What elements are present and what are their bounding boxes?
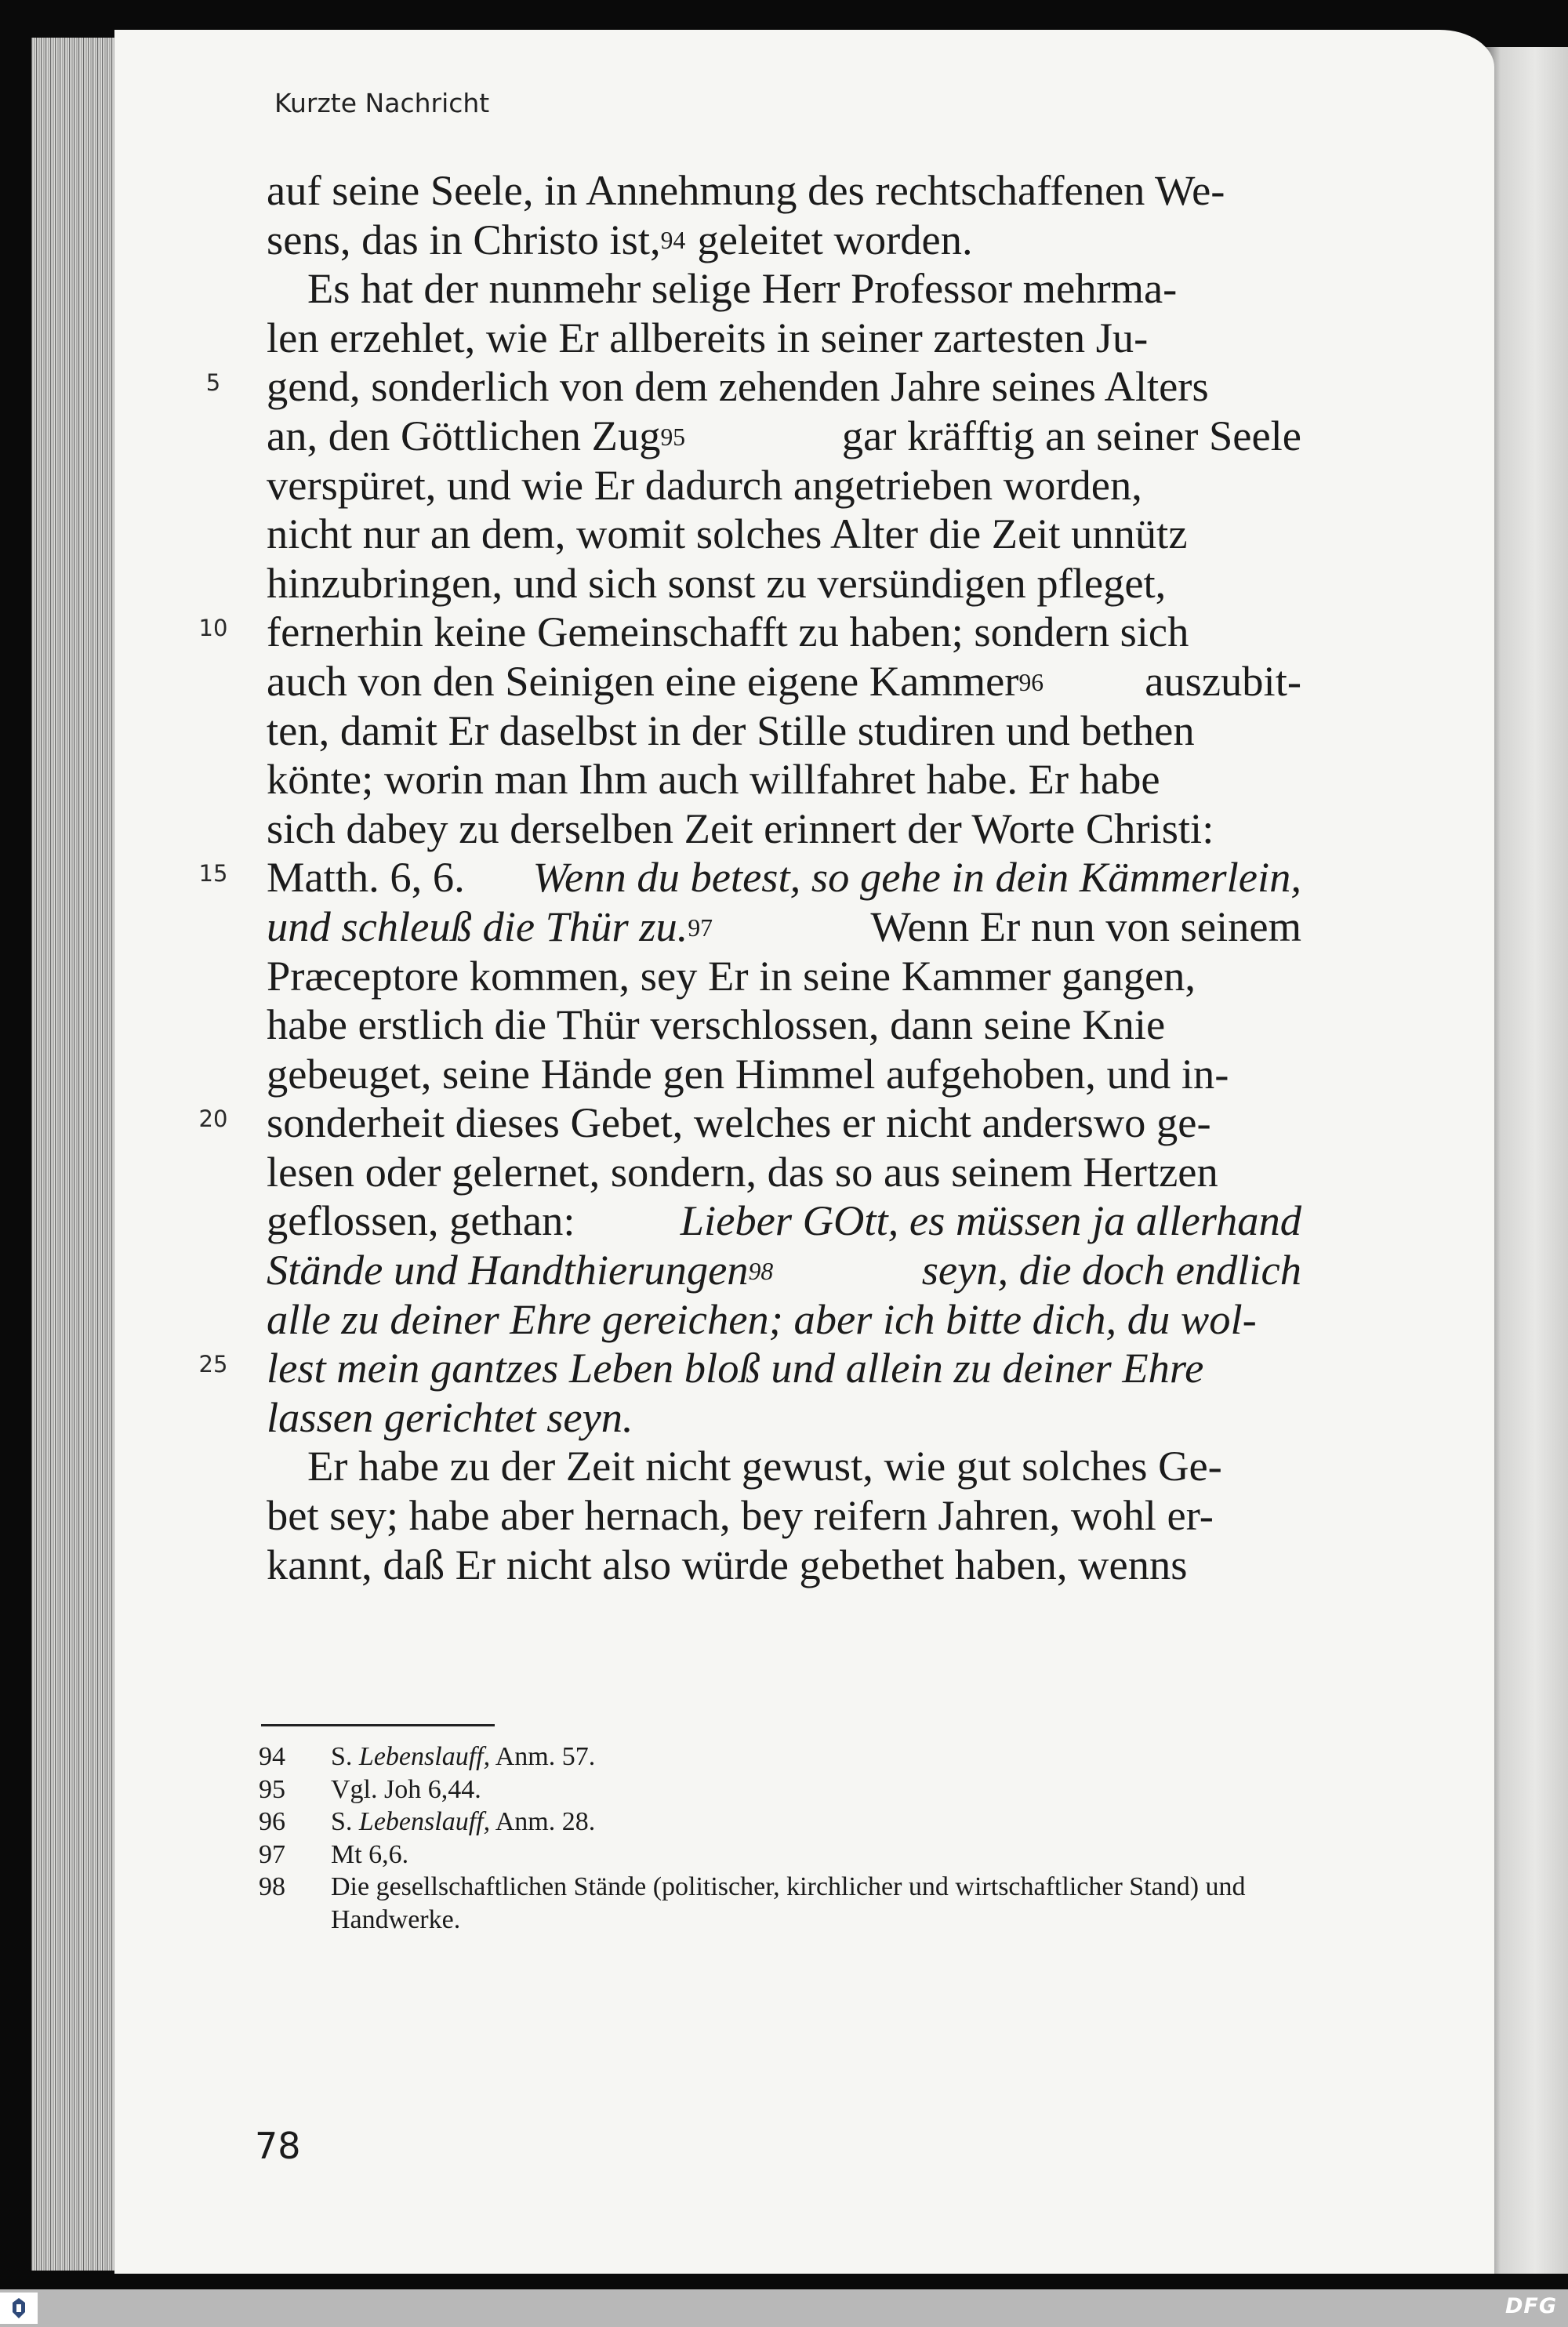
footnote-number: 96: [259, 1807, 285, 1836]
footnote-ref: 95: [660, 423, 686, 451]
page-stack-edge: [31, 38, 114, 2271]
footnote-number: 95: [259, 1774, 285, 1804]
text-line: gebeuget, seine Hände gen Himmel aufgehoben, und in-: [267, 1049, 1229, 1098]
text-line: sens, das in Christo ist,$^{94}$ geleitet worden.: [267, 215, 973, 263]
library-logo-icon: [0, 2293, 38, 2324]
text-line: fernerhin keine Gemeinschafft zu haben; sondern sich: [267, 608, 1189, 656]
text-line: hinzubringen, und sich sonst zu versündigen pfleget,: [267, 558, 1167, 607]
footnote-rule: [261, 1724, 495, 1726]
line-number: 25: [198, 1351, 228, 1378]
viewer-footer-bar: [0, 2289, 1568, 2327]
text-line: und schleuß die Thür zu.$^{97}$ Wenn Er nun von seinem: [267, 902, 1301, 950]
text-line: Matth. 6, 6. Wenn du betest, so gehe in dein Kämmerlein,: [267, 853, 1301, 902]
text-line: bet sey; habe aber hernach, bey reifern Jahren, wohl er-: [267, 1491, 1214, 1540]
text-line: gend, sonderlich von dem zehenden Jahre seines Alters: [267, 362, 1209, 411]
text-line: könte; worin man Ihm auch willfahret habe. Er habe: [267, 755, 1160, 804]
line-number: 15: [198, 860, 228, 887]
footnote-ref: 96: [1018, 668, 1044, 696]
footnotes: [259, 1741, 1317, 1936]
running-head: Kurzte Nachricht: [274, 88, 490, 118]
text-line: geflossen, gethan: Lieber GOtt, es müssen ja allerhand: [267, 1196, 1301, 1245]
text-line: auch von den Seinigen eine eigene Kammer$^{96}$ auszubit-: [267, 656, 1301, 705]
text-line: ten, damit Er daselbst in der Stille studiren und bethen: [267, 706, 1195, 754]
footnote: 98 Die gesellschaftlichen Stände (politischer, kirchlicher und wirtschaftlicher Stand) und Handwerke.: [259, 1871, 1317, 1936]
text-line: Er habe zu der Zeit nicht gewust, wie gut solches Ge-: [307, 1442, 1222, 1490]
facing-page-edge: [1486, 47, 1568, 2274]
footnote: 97 Mt 6,6.: [259, 1839, 1317, 1871]
text-line: habe erstlich die Thür verschlossen, dann seine Knie: [267, 1000, 1166, 1049]
line-number: 10: [198, 615, 228, 641]
line-number: 5: [205, 369, 221, 396]
text-line: an, den Göttlichen Zug$^{95}$ gar kräfftig an seiner Seele: [267, 411, 1301, 459]
line-number: 20: [198, 1105, 228, 1132]
footnote-number: 98: [259, 1872, 285, 1901]
text-line: lassen gerichtet seyn.: [267, 1392, 633, 1441]
footnote: 95 Vgl. Joh 6,44.: [259, 1773, 1317, 1806]
text-line: verspüret, und wie Er dadurch angetrieben worden,: [267, 460, 1142, 509]
page-number: 78: [255, 2125, 301, 2167]
footnote-ref: 98: [748, 1257, 774, 1285]
footnote: 96 S. Lebenslauff, Anm. 28.: [259, 1806, 1317, 1839]
body-text: [267, 166, 1301, 1589]
text-line: Præceptore kommen, sey Er in seine Kammer gangen,: [267, 951, 1196, 1000]
dfg-logo: DFG: [1504, 2294, 1557, 2318]
text-line: Stände und Handthierungen$^{98}$ seyn, die doch endlich: [267, 1246, 1301, 1294]
text-line: auf seine Seele, in Annehmung des rechtschaffenen We-: [267, 166, 1225, 214]
footnote-number: 97: [259, 1839, 285, 1869]
library-crest-icon: [11, 2296, 27, 2320]
text-line: Es hat der nunmehr selige Herr Professor mehrma-: [307, 264, 1178, 313]
footnote-ref: 94: [660, 227, 686, 255]
text-line: alle zu deiner Ehre gereichen; aber ich bitte dich, du wol-: [267, 1294, 1257, 1343]
text-line: kannt, daß Er nicht also würde gebethet haben, wenns: [267, 1540, 1188, 1588]
text-line: len erzehlet, wie Er allbereits in seiner zartesten Ju-: [267, 313, 1149, 361]
footnote-ref: 97: [688, 913, 713, 942]
text-line: nicht nur an dem, womit solches Alter die Zeit unnütz: [267, 510, 1188, 558]
text-line: sich dabey zu derselben Zeit erinnert der Worte Christi:: [267, 804, 1214, 852]
text-line: sonderheit dieses Gebet, welches er nicht anderswo ge-: [267, 1098, 1211, 1147]
text-line: lesen oder gelernet, sondern, das so aus seinem Hertzen: [267, 1147, 1218, 1196]
footnote-number: 94: [259, 1742, 285, 1771]
footnote: 94 S. Lebenslauff, Anm. 57.: [259, 1741, 1317, 1773]
text-line: lest mein gantzes Leben bloß und allein zu deiner Ehre: [267, 1344, 1204, 1392]
